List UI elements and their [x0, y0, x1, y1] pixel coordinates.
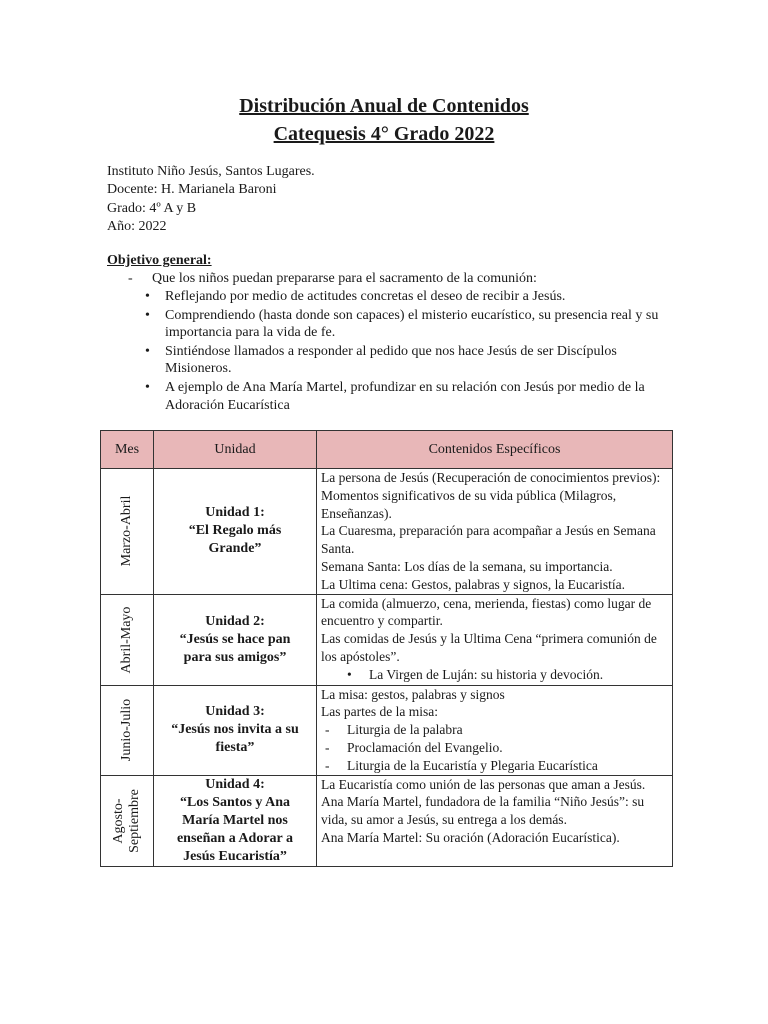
mes-label: [111, 789, 143, 853]
header-contenidos: Contenidos Específicos: [317, 431, 673, 469]
unidad-cell: [154, 594, 317, 685]
table-row: [101, 775, 673, 866]
contenido-dash-item: [321, 721, 670, 739]
contenido-line: Semana Santa: Los días de la semana, su importancia.: [321, 558, 613, 574]
table-row: [101, 469, 673, 595]
unidad-name: “El Regalo más Grande”: [188, 523, 282, 557]
info-block: [107, 163, 315, 236]
contenidos-cell: [317, 775, 673, 866]
mes-cell: [101, 775, 154, 866]
mes-label: Marzo-Abril: [119, 495, 134, 567]
contenido-line: Las comidas de Jesús y la Ultima Cena “primera comunión de los apóstoles”.: [321, 631, 657, 664]
bullet-text: A ejemplo de Ana María Martel, profundizar en su relación con Jesús por medio de la Adoración Eucarística: [165, 379, 645, 413]
objetivo-bullet: [145, 288, 685, 306]
bullet-text: Reflejando por medio de actitudes concretas el deseo de recibir a Jesús.: [165, 289, 566, 304]
contenido-line: Las partes de la misa:: [321, 704, 438, 720]
unidad-title: Unidad 2:: [205, 613, 265, 629]
info-instituto: Instituto Niño Jesús, Santos Lugares.: [107, 164, 315, 179]
bullet-text: Sintiéndose llamados a responder al pedido que nos hace Jesús de ser Discípulos Misioneros.: [165, 343, 617, 377]
unidad-cell: [154, 469, 317, 595]
objetivo-bullet: [145, 307, 685, 342]
contenido-line: La misa: gestos, palabras y signos: [321, 686, 505, 702]
bullet-marker: •: [145, 379, 150, 395]
unidad-title: Unidad 4:: [205, 776, 265, 792]
contenido-line: La Ultima cena: Gestos, palabras y signos, la Eucaristía.: [321, 576, 626, 592]
dash-item-text: Liturgia de la Eucaristía y Plegaria Eucarística: [347, 757, 598, 773]
contenido-line: La Cuaresma, preparación para acompañar a Jesús en Semana Santa.: [321, 523, 656, 557]
contenido-bullet: [321, 666, 670, 684]
unidad-name: “Los Santos y Ana María Martel nos enseñan a Adorar a Jesús Eucaristía”: [176, 794, 294, 864]
bullet-marker: •: [145, 289, 150, 304]
unidad-name: “Jesús nos invita a su fiesta”: [171, 722, 299, 756]
dash-marker: -: [128, 271, 133, 286]
contenidos-cell: [317, 469, 673, 595]
mes-cell: [101, 594, 154, 685]
mes-label-line: Septiembre: [127, 788, 142, 853]
table-row: [101, 685, 673, 775]
objetivo-bullet: [145, 379, 685, 414]
title-line-2: Catequesis 4° Grado 2022: [273, 123, 495, 145]
mes-label-line: Agosto-: [111, 798, 126, 844]
header-unidad: Unidad: [154, 431, 317, 469]
contenido-line: La persona de Jesús (Recuperación de conocimientos previos): Momentos significativos de su vida pública (Milagros, Enseñanzas).: [321, 470, 661, 521]
mes-label: Abril-Mayo: [119, 606, 134, 674]
contenido-line: La comida (almuerzo, cena, merienda, fiestas) como lugar de encuentro y compartir.: [321, 595, 652, 629]
dash-marker: -: [325, 757, 330, 773]
dash-marker: -: [325, 722, 330, 738]
objetivo-main: [128, 270, 537, 288]
info-grado: Grado: 4º A y B: [107, 200, 197, 216]
dash-marker: -: [325, 739, 330, 755]
contenidos-cell: [317, 685, 673, 775]
contenido-line: Ana María Martel: Su oración (Adoración Eucarística).: [321, 829, 620, 845]
header-mes: Mes: [101, 431, 154, 469]
table-row: [101, 594, 673, 685]
objetivo-heading: Objetivo general:: [107, 253, 212, 268]
objetivo-main-text: Que los niños puedan prepararse para el sacramento de la comunión:: [152, 271, 537, 286]
bullet-marker: •: [145, 343, 150, 359]
table-header-row: [101, 431, 673, 469]
bullet-marker: •: [347, 666, 352, 682]
unidad-title: Unidad 3:: [205, 704, 265, 720]
bullet-marker: •: [145, 307, 150, 323]
bullet-text: La Virgen de Luján: su historia y devoción.: [369, 666, 604, 682]
contenido-line: Ana María Martel, fundadora de la familia “Niño Jesús”: su vida, su amor a Jesús, su entrega a los demás.: [321, 794, 645, 828]
dash-item-text: Proclamación del Evangelio.: [347, 739, 503, 755]
title-line-1: Distribución Anual de Contenidos: [239, 95, 529, 117]
mes-label: Junio-Julio: [119, 698, 134, 762]
contenido-dash-item: [321, 739, 670, 757]
unidad-name: “Jesús se hace pan para sus amigos”: [179, 631, 291, 665]
contenido-dash-item: [321, 757, 670, 775]
unidad-title: Unidad 1:: [205, 505, 265, 521]
contenidos-cell: [317, 594, 673, 685]
unidad-cell: [154, 685, 317, 775]
mes-cell: [101, 685, 154, 775]
contenido-line: La Eucaristía como unión de las personas que aman a Jesús.: [321, 776, 646, 792]
unidad-cell: [154, 775, 317, 866]
mes-cell: [101, 469, 154, 595]
info-anio: Año: 2022: [107, 218, 167, 234]
objetivo-bullet: [145, 343, 685, 378]
contenidos-table: [100, 430, 673, 867]
dash-item-text: Liturgia de la palabra: [347, 722, 463, 738]
info-docente: Docente: H. Marianela Baroni: [107, 182, 277, 198]
objetivo-bullets: [145, 288, 685, 414]
bullet-text: Comprendiendo (hasta donde son capaces) el misterio eucarístico, su presencia real y su importancia para la vida de fe.: [165, 307, 659, 341]
